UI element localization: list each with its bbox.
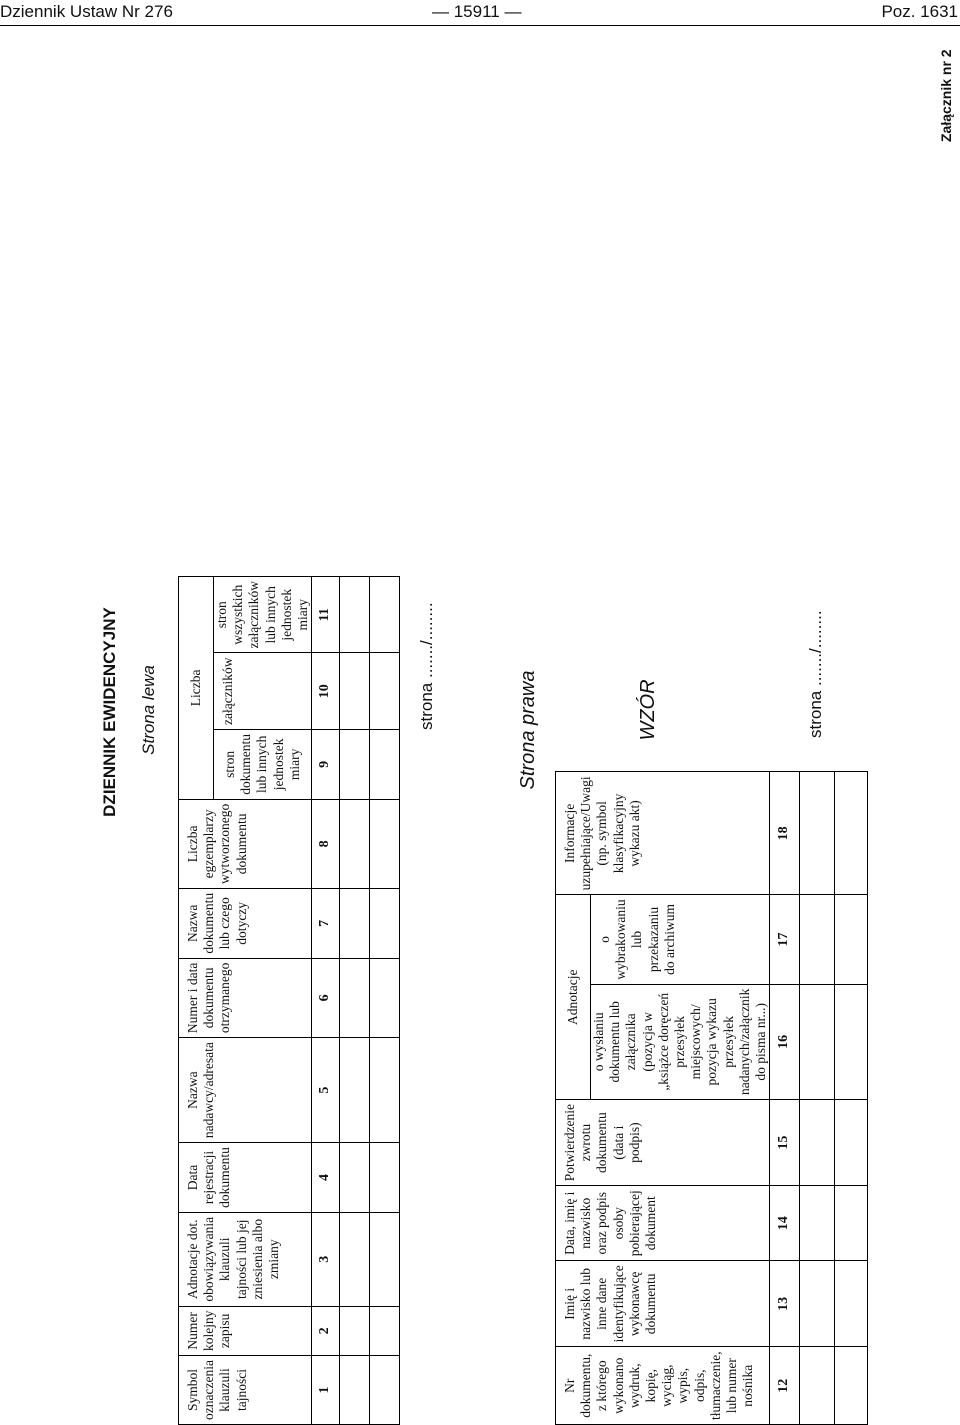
right-register-table	[555, 771, 868, 1425]
table-row	[370, 577, 400, 1425]
col-source-doc-header: Nr dokumentu, z którego wykonano wydruk, kopię, wyciąg, wypis, odpis, tłumaczenie, lub numer nośnika	[556, 1347, 770, 1425]
col-doc-name-header: Nazwa dokumentu lub czego dotyczy	[179, 888, 312, 958]
group-liczba-header: Liczba	[179, 577, 214, 800]
header-rule	[0, 25, 960, 26]
table-row	[835, 772, 868, 1425]
column-number: 18	[770, 772, 800, 895]
column-number: 3	[312, 1212, 340, 1306]
column-number: 11	[312, 577, 340, 653]
table-row	[770, 772, 800, 1425]
column-number: 9	[312, 729, 340, 799]
col-pages-header: stron dokumentu lub innych jednostek miary	[214, 729, 312, 799]
column-number: 16	[770, 984, 800, 1099]
col-author-header: Imię i nazwisko lub inne dane identyfikujące wykonawcę dokumentu	[556, 1261, 770, 1347]
col-archived-header: o wybrakowaniu lub przekazaniu do archiwum	[591, 895, 770, 984]
group-adnotacje-header: Adnotacje	[556, 895, 591, 1100]
table-row	[312, 577, 340, 1425]
col-received-doc-header: Numer i data dokumentu otrzymanego	[179, 958, 312, 1037]
column-number: 13	[770, 1261, 800, 1347]
journal-title: Dziennik Ustaw Nr 276	[0, 2, 173, 21]
page-number: — 15911 —	[432, 2, 522, 21]
column-number: 1	[312, 1356, 340, 1425]
attachment-label: Załącznik nr 2	[938, 49, 954, 142]
col-attachment-pages-header: stron wszystkich załączników lub innych jednostek miary	[214, 577, 312, 653]
side-right-label: Strona prawa	[517, 670, 539, 790]
col-symbol-header: Symbol oznaczenia klauzuli tajności	[179, 1356, 312, 1425]
column-number: 17	[770, 895, 800, 984]
document-title: DZIENNIK EWIDENCYJNY	[100, 607, 119, 817]
column-number: 5	[312, 1038, 340, 1143]
column-number: 14	[770, 1186, 800, 1261]
wzor-label: WZÓR	[637, 679, 659, 741]
left-register-table	[178, 576, 400, 1425]
col-notes-header: Informacje uzupełniające/Uwagi (np. symbol klasyfikacyjny wykazu akt)	[556, 772, 770, 895]
column-number: 2	[312, 1306, 340, 1355]
col-copies-header: Liczba egzemplarzy wytworzonego dokumentu	[179, 799, 312, 888]
page-marker-left: strona ......./........	[417, 602, 436, 730]
col-annotations-header: Adnotacje dot. obowiązywania klauzuli tajności lub jej zniesienia albo zmiany	[179, 1212, 312, 1306]
column-number: 6	[312, 958, 340, 1037]
col-recipient-header: Data, imię i nazwisko oraz podpis osoby pobierającej dokument	[556, 1186, 770, 1261]
column-number: 7	[312, 888, 340, 958]
col-attachments-header: załączników	[214, 653, 312, 729]
table-row	[340, 577, 370, 1425]
col-return-header: Potwierdzenie zwrotu dokumentu (data i podpis)	[556, 1100, 770, 1186]
page-header	[0, 0, 960, 30]
col-sender-header: Nazwa nadawcy/adresata	[179, 1038, 312, 1143]
col-number-header: Numer kolejny zapisu	[179, 1306, 312, 1355]
col-registration-date-header: Data rejestracji dokumentu	[179, 1143, 312, 1213]
column-number: 4	[312, 1143, 340, 1213]
page-marker-right: strona ......./........	[806, 610, 825, 738]
column-number: 12	[770, 1347, 800, 1425]
column-number: 15	[770, 1100, 800, 1186]
position-number: Poz. 1631	[881, 2, 958, 21]
column-number: 10	[312, 653, 340, 729]
table-row	[800, 772, 835, 1425]
column-number: 8	[312, 799, 340, 888]
side-left-label: Strona lewa	[139, 665, 158, 755]
col-sent-header: o wysłaniu dokumentu lub załącznika (pozycja w „książce doręczeń przesyłek miejscowych/ pozycja wykazu przesyłek nadanych/załącznik do pisma nr...)	[591, 984, 770, 1099]
